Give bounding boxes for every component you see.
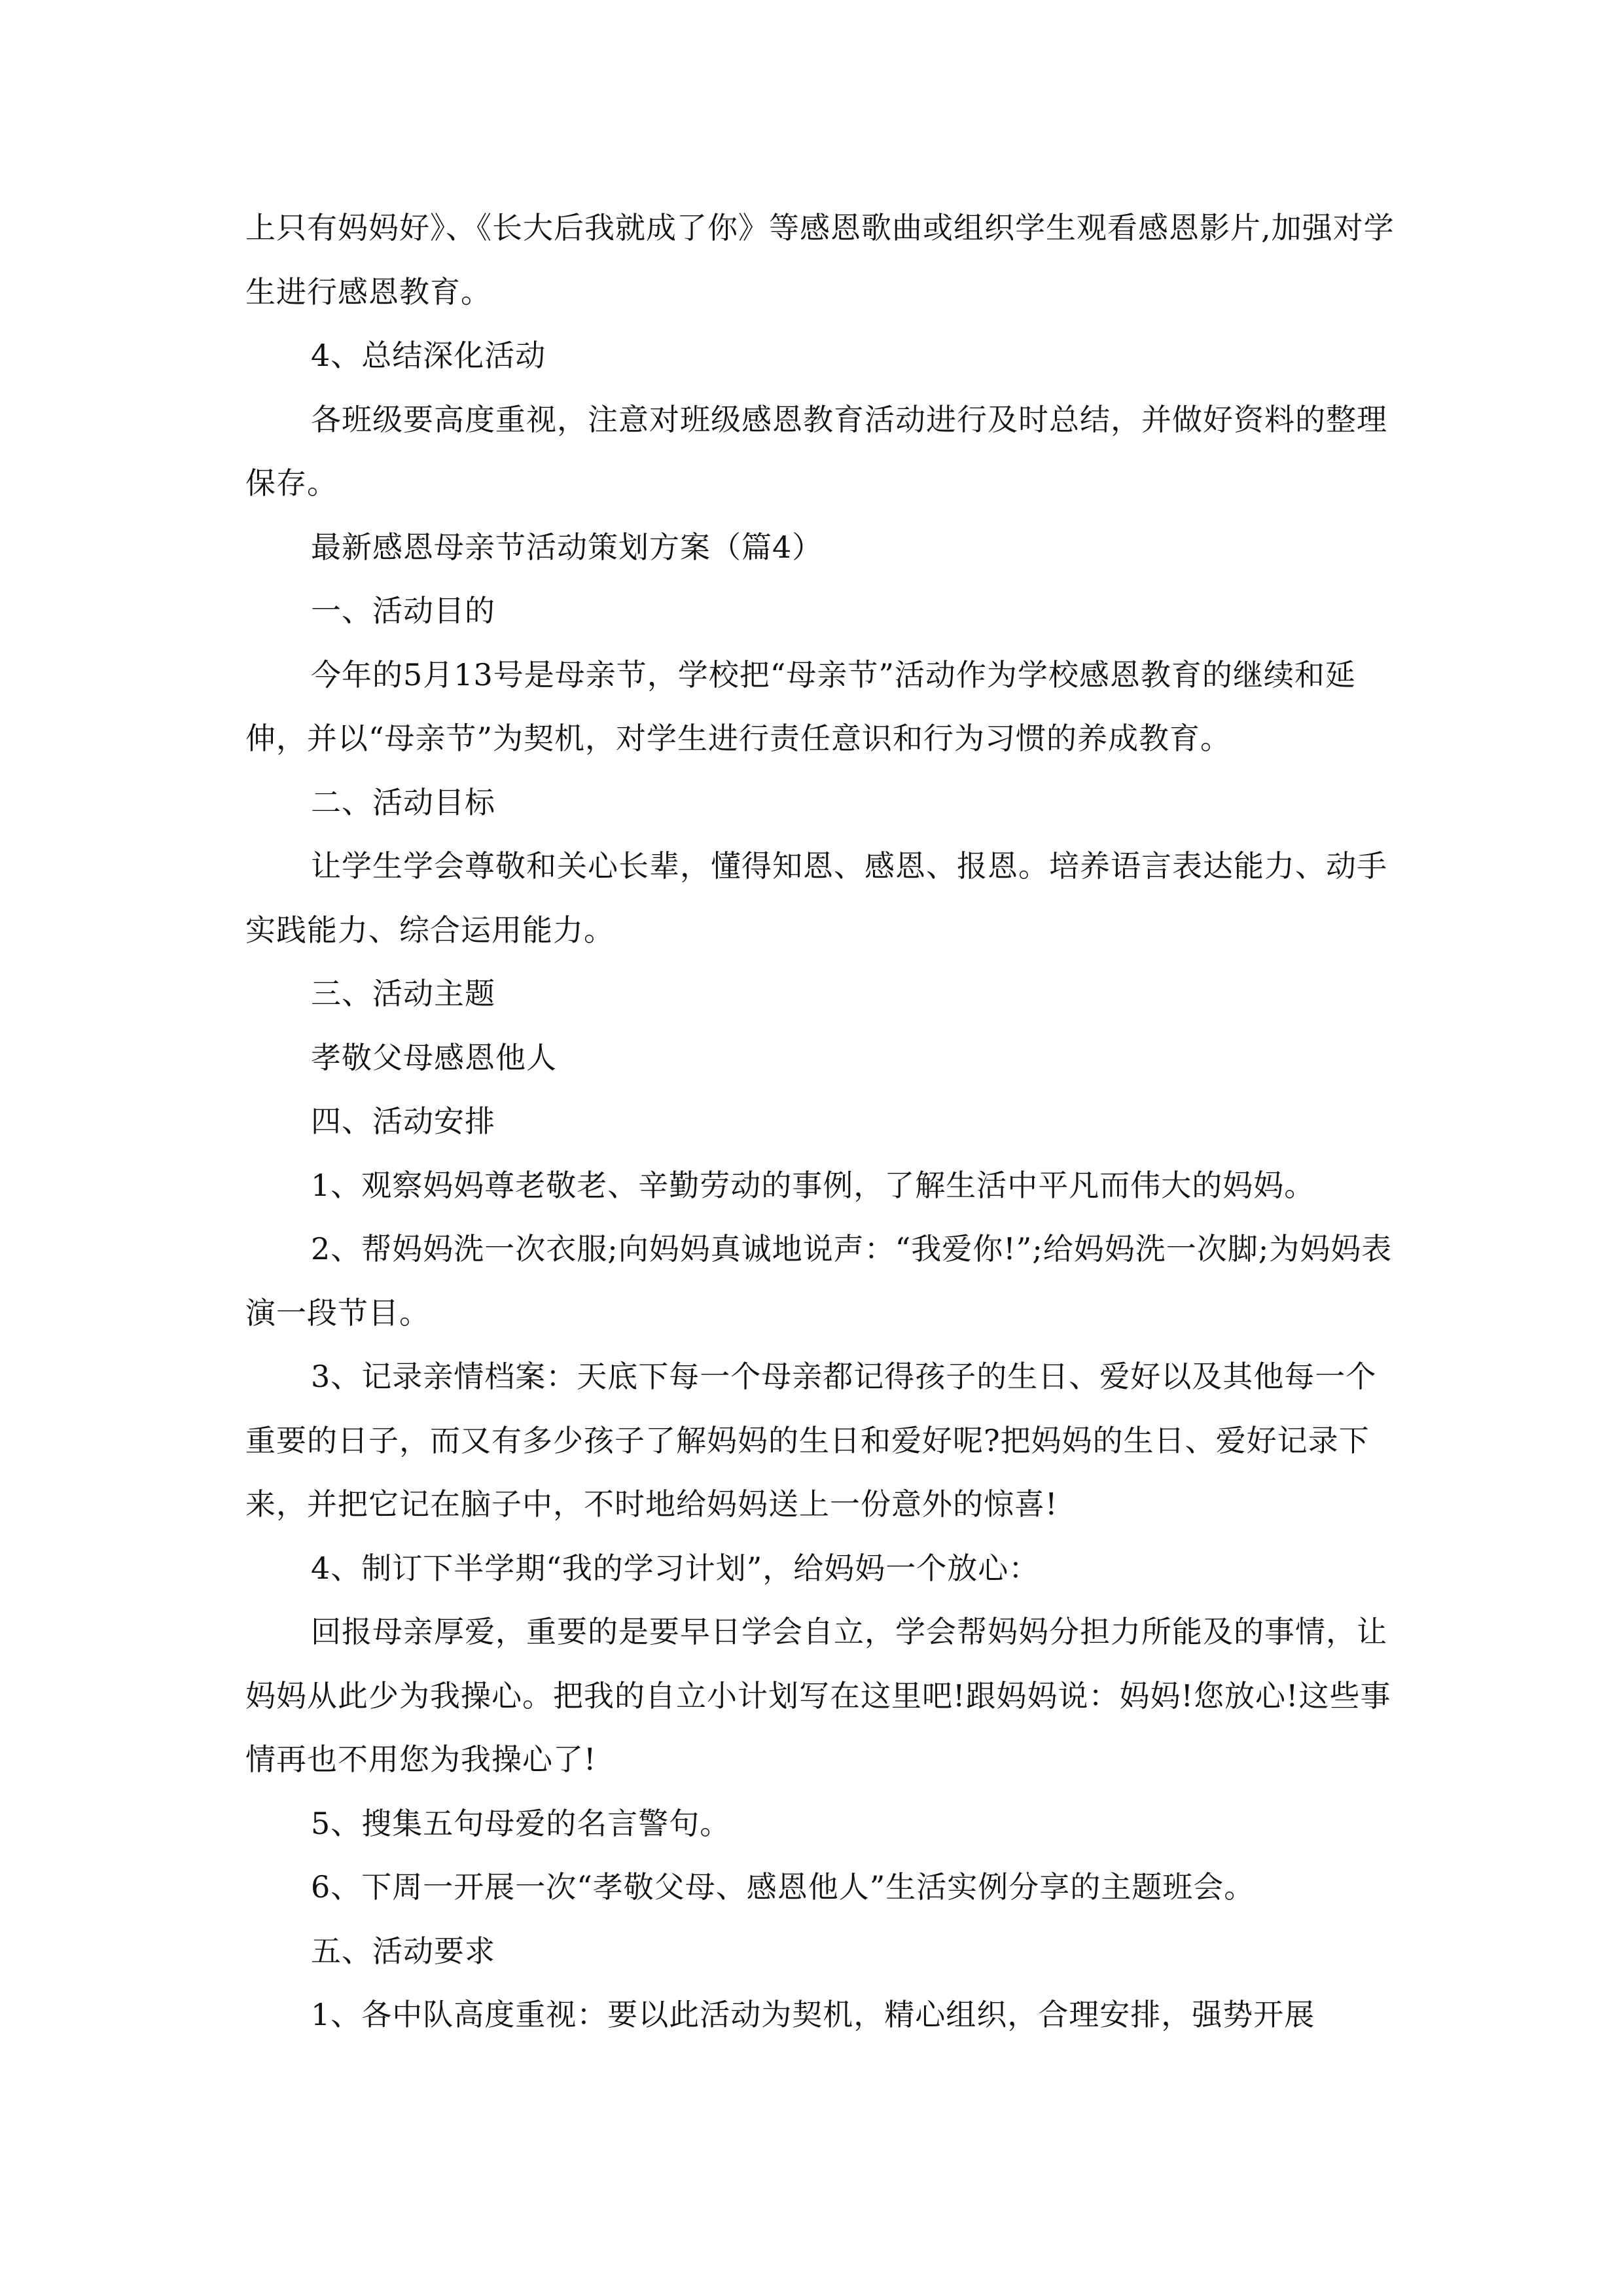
paragraph-goal: 让学生学会尊敬和关心长辈，懂得知恩、感恩、报恩。培养语言表达能力、动手实践能力、综合运用能力。 bbox=[245, 848, 1387, 948]
paragraph-self-reliance: 回报母亲厚爱，重要的是要早日学会自立，学会帮妈妈分担力所能及的事情，让妈妈从此少为我操心。把我的自立小计划写在这里吧!跟妈妈说：妈妈!您放心!这些事情再也不用您为我操心了! bbox=[245, 1614, 1391, 1777]
heading-arrangement: 四、活动安排 bbox=[311, 1103, 495, 1139]
heading-summary-activity: 4、总结深化活动 bbox=[311, 338, 546, 373]
paragraph-purpose: 今年的5月13号是母亲节，学校把“母亲节”活动作为学校感恩教育的继续和延伸，并以“母亲节”为契机，对学生进行责任意识和行为习惯的养成教育。 bbox=[245, 656, 1356, 756]
list-item-5: 5、搜集五句母爱的名言警句。 bbox=[311, 1805, 731, 1841]
list-item-4: 4、制订下半学期“我的学习计划”，给妈妈一个放心： bbox=[311, 1550, 1040, 1586]
requirement-item-1: 1、各中队高度重视：要以此活动为契机，精心组织，合理安排，强势开展 bbox=[311, 1997, 1315, 2032]
heading-requirements: 五、活动要求 bbox=[311, 1933, 495, 1969]
list-item-3: 3、记录亲情档案：天底下每一个母亲都记得孩子的生日、爱好以及其他每一个重要的日子，而又有多少孩子了解妈妈的生日和爱好呢?把妈妈的生日、爱好记录下来，并把它记在脑子中，不时地给妈妈送上一份意外的惊喜! bbox=[245, 1359, 1377, 1522]
list-item-6: 6、下周一开展一次“孝敬父母、感恩他人”生活实例分享的主题班会。 bbox=[311, 1869, 1255, 1905]
paragraph-theme: 孝敬父母感恩他人 bbox=[311, 1039, 557, 1075]
paragraph-continuation: 上只有妈妈好》、《长大后我就成了你》等感恩歌曲或组织学生观看感恩影片,加强对学生进行感恩教育。 bbox=[245, 210, 1395, 310]
heading-purpose: 一、活动目的 bbox=[311, 593, 495, 628]
paragraph-class-requirement: 各班级要高度重视，注意对班级感恩教育活动进行及时总结，并做好资料的整理保存。 bbox=[245, 401, 1387, 501]
document-body bbox=[245, 196, 1397, 2047]
heading-theme: 三、活动主题 bbox=[311, 976, 495, 1011]
heading-goal: 二、活动目标 bbox=[311, 784, 495, 820]
list-item-2: 2、帮妈妈洗一次衣服;向妈妈真诚地说声：“我爱你!”;给妈妈洗一次脚;为妈妈表演一段节目。 bbox=[245, 1231, 1393, 1331]
section-title-plan-4: 最新感恩母亲节活动策划方案（篇4） bbox=[311, 529, 823, 565]
list-item-1: 1、观察妈妈尊老敬老、辛勤劳动的事例，了解生活中平凡而伟大的妈妈。 bbox=[311, 1167, 1315, 1203]
